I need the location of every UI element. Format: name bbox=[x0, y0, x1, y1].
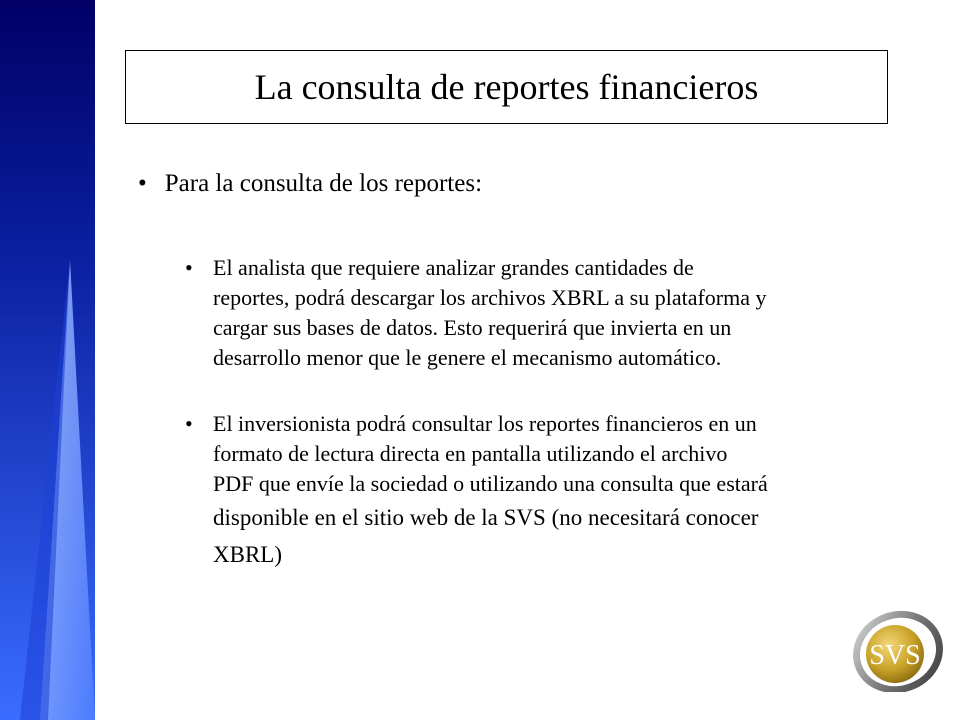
text-line: XBRL) bbox=[213, 542, 282, 567]
slide-title: La consulta de reportes financieros bbox=[254, 67, 759, 107]
text-line: PDF que envíe la sociedad o utilizando una consulta que estará bbox=[213, 471, 768, 496]
text-line: desarrollo menor que le genere el mecanismo automático. bbox=[213, 345, 722, 370]
text-line: cargar sus bases de datos. Esto requerirá que invierta en un bbox=[213, 315, 732, 340]
sub-bullet-text bbox=[213, 253, 905, 373]
sub-bullet-text bbox=[213, 409, 905, 573]
main-bullet-text: Para la consulta de los reportes: bbox=[164, 170, 483, 197]
bullet-marker: • bbox=[185, 255, 193, 280]
main-bullet bbox=[138, 170, 482, 198]
text-line: El inversionista podrá consultar los reportes financieros en un bbox=[213, 411, 757, 436]
bullet-marker: • bbox=[185, 411, 193, 436]
bullet-marker: • bbox=[138, 170, 147, 197]
sub-bullet-investor bbox=[185, 409, 905, 573]
logo-text: SVS bbox=[869, 640, 921, 671]
sub-bullet-analyst bbox=[185, 253, 905, 373]
title-box bbox=[125, 50, 888, 124]
text-line: El analista que requiere analizar grandes cantidades de bbox=[213, 255, 694, 280]
text-line: disponible en el sitio web de la SVS (no necesitará conocer bbox=[213, 505, 759, 530]
svs-logo-icon bbox=[853, 610, 943, 692]
text-line: reportes, podrá descargar los archivos XBRL a su plataforma y bbox=[213, 285, 767, 310]
sidebar-decoration bbox=[0, 0, 95, 720]
text-line: formato de lectura directa en pantalla utilizando el archivo bbox=[213, 441, 728, 466]
